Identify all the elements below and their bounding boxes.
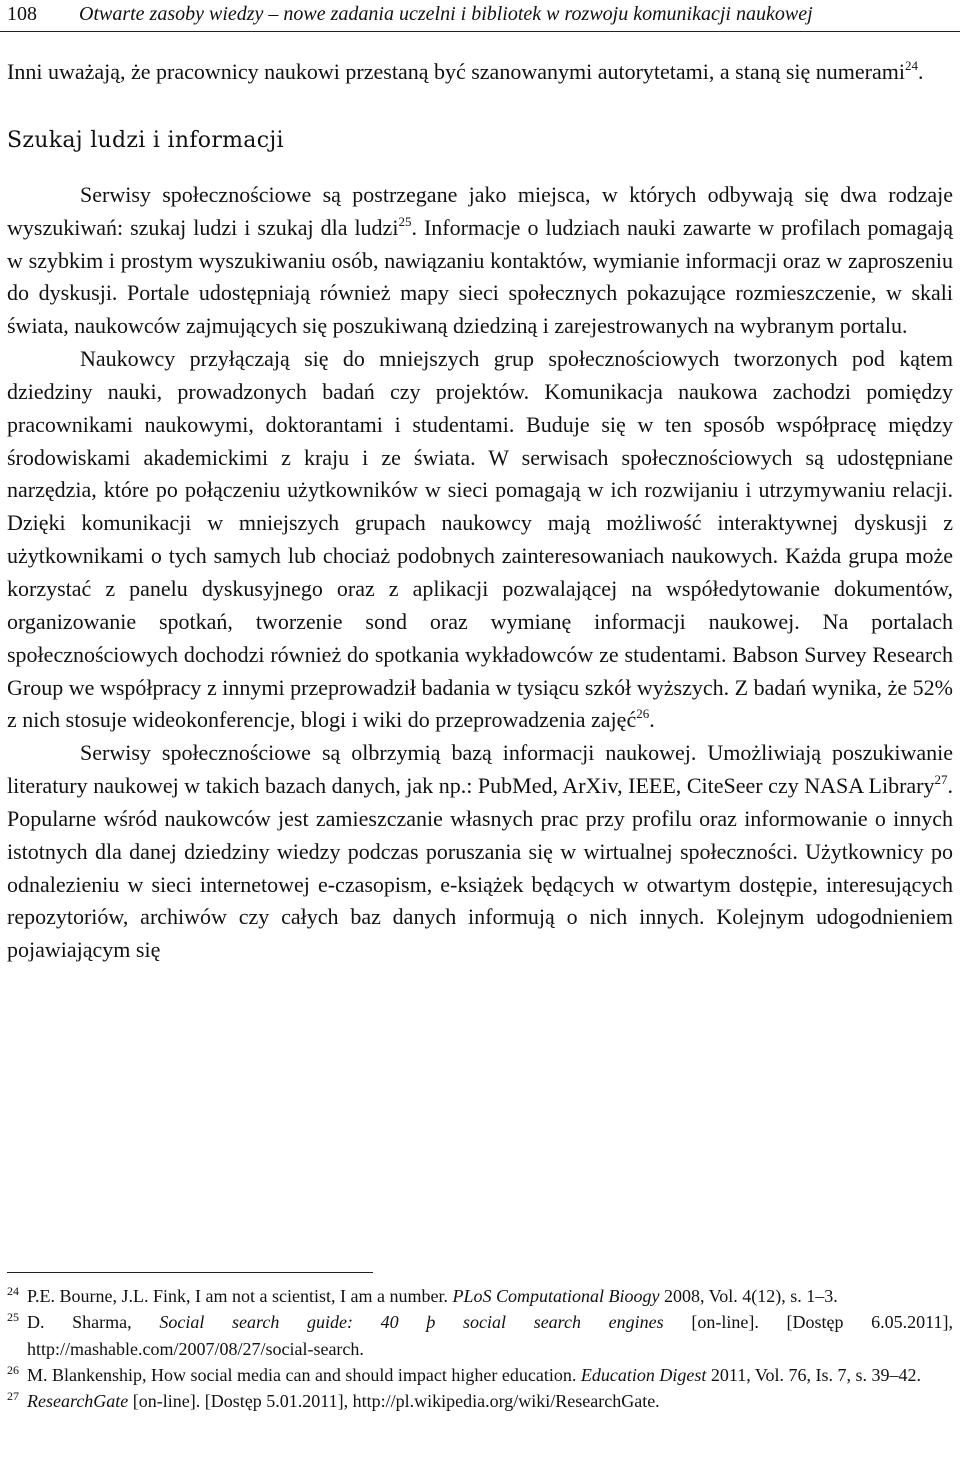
- intro-paragraph: Inni uważają, że pracownicy naukowi przestaną być szanowanymi autorytetami, a staną się numerami$^{24}$.: [7, 58, 924, 84]
- running-title: Otwarte zasoby wiedzy – nowe zadania uczelni i bibliotek w rozwoju komunikacji naukowej: [79, 3, 813, 25]
- body-text: [7, 56, 953, 967]
- footnote-ref-27[interactable]: 27: [934, 772, 948, 788]
- page-header: [0, 0, 960, 32]
- footnote-ref-26[interactable]: 26: [636, 706, 650, 722]
- paragraph-2: Naukowcy przyłączają się do mniejszych grup społecznościowych tworzonych pod kątem dziedziny nauki, prowadzonych badań czy projektów. Komunikacja naukowa zachodzi pomiędzy pracownikami naukowymi, doktorantami i studentami. Buduje się w ten sposób współpracę między środowiskami akademickimi z kraju i ze świata. W serwisach społecznościowych są udostępniane narzędzia, które po połączeniu użytkowników w sieci pomagają w ich rozwijaniu i utrzymywaniu relacji. Dzięki komunikacji w mniejszych grupach naukowcy mają możliwość interaktywnej dyskusji z użytkownikami o tych samych lub chociaż podobnych zainteresowaniach naukowych. Każda grupa może korzystać z panelu dyskusyjnego oraz z aplikacji pozwalającej na współedytowanie dokumentów, organizowanie spotkań, tworzenie sond oraz wymianę informacji naukowej. Na portalach społecznościowych dochodzi również do spotkania wykładowców ze studentami. Babson Survey Research Group we współpracy z innymi przeprowadził badania w tysiącu szkół wyższych. Z badań wynika, że 52% z nich stosuje wideokonferencje, blogi i wiki do przeprowadzenia zajęć$^{26}$.: [7, 346, 953, 733]
- paragraph-1: Serwisy społecznościowe są postrzegane jako miejsca, w których odbywają się dwa rodzaje wyszukiwań: szukaj ludzi i szukaj dla ludzi$^{25}$. Informacje o ludziach nauki zawarte w profilach pomagają w szybkim i prostym wyszukiwaniu osób, nawiązaniu kontaktów, wymianie informacji oraz w zaproszeniu do dyskusji. Portale udostępniają również mapy sieci społecznych pokazujące rozmieszczenie, w skali świata, naukowców zajmujących się poszukiwaną dziedziną i zarejestrowanych na wybranym portalu.: [7, 181, 954, 339]
- page-number: 108: [7, 3, 37, 25]
- footnote-link[interactable]: [on-line]. [Dostęp 6.05.2011], http://mashable.com/2007/08/27/social-search.: [27, 1312, 953, 1359]
- footnote-ref-25[interactable]: 25: [398, 213, 412, 229]
- paragraph-3: Serwisy społecznościowe są olbrzymią bazą informacji naukowej. Umożliwiają poszukiwanie literatury naukowej w takich bazach danych, jak np.: PubMed, ArXiv, IEEE, CiteSeer czy NASA Library$^{27}$. Popularne wśród naukowców jest zamieszczanie własnych prac przy profilu oraz informowanie o innych istotnych dla danej dziedziny wiedzy podczas poruszania się w wirtualnej społeczności. Użytkownicy po odnalezieniu w sieci internetowej e-czasopism, e-książek będących w otwartym dostępie, interesujących repozytoriów, archiwów czy całych baz danych informują o nich innych. Kolejnym udogodnieniem pojawiającym się: [7, 740, 953, 963]
- section-heading: Szukaj ludzi i informacji: [7, 127, 284, 153]
- footnote-26: $^{26}$ M. Blankenship, How social media can and should impact higher education. Education Digest 2011, Vol. 76, Is. 7, s. 39–42.: [7, 1362, 922, 1385]
- footnote-ref-24[interactable]: 24: [904, 58, 918, 73]
- footnote-27: $^{27}$ ResearchGate [on-line]. [Dostęp 5.01.2011], http://pl.wikipedia.org/wiki/ResearchGate.: [7, 1389, 660, 1412]
- footnotes: [7, 1283, 953, 1414]
- footnote-divider: [7, 1272, 373, 1273]
- footnote-link[interactable]: [on-line]. [Dostęp 5.01.2011], http://pl.wikipedia.org/wiki/ResearchGate.: [128, 1391, 660, 1412]
- footnote-25: $^{25}$ D. Sharma, Social search guide: 40 þ social search engines [on-line]. [Dostęp 6.05.2011], http://mashable.com/2007/08/27/social-search.: [7, 1310, 953, 1359]
- footnote-24: $^{24}$ P.E. Bourne, J.L. Fink, I am not a scientist, I am a number. PLoS Computational Bioogy 2008, Vol. 4(12), s. 1–3.: [7, 1284, 838, 1306]
